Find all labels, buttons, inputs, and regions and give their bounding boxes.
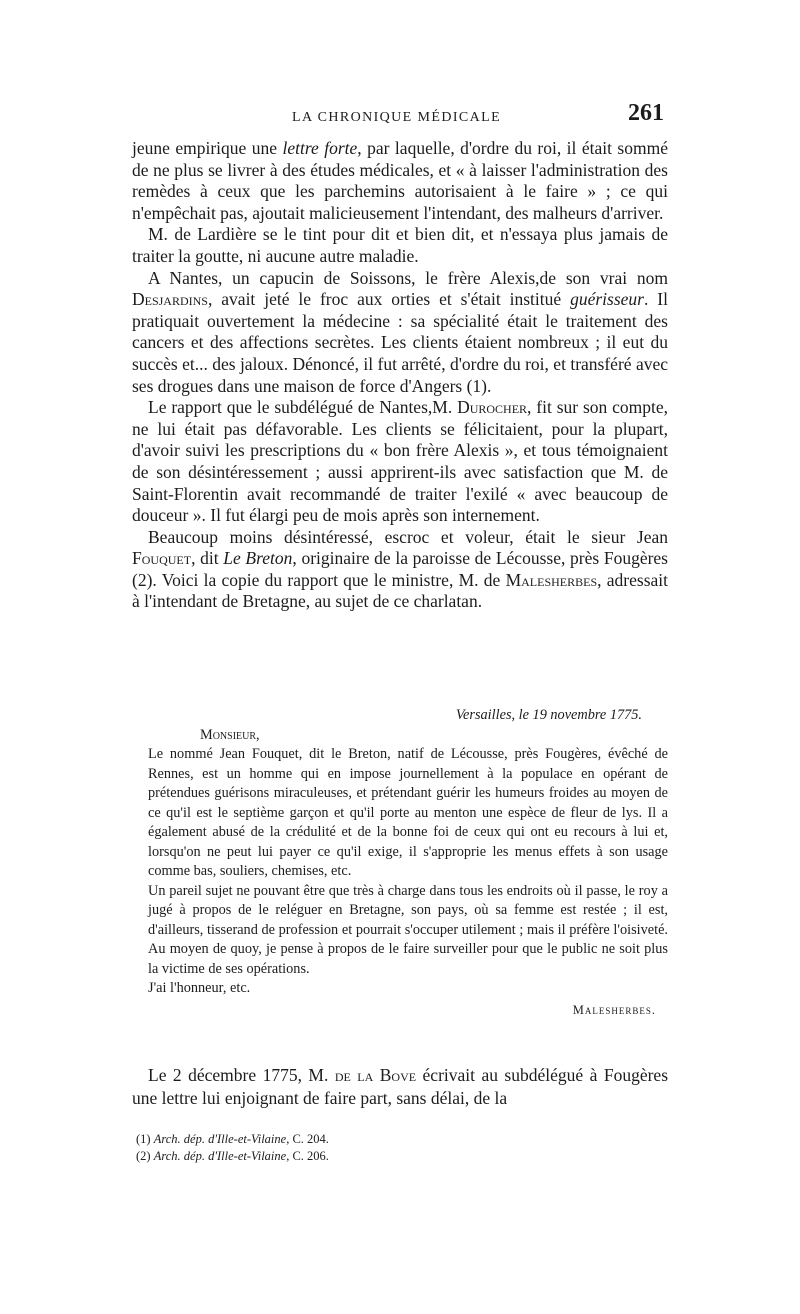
paragraph bbox=[132, 397, 668, 527]
footnote-number: (2) bbox=[136, 1149, 154, 1163]
text-run: Le rapport que le subdélégué de Nantes,M. bbox=[148, 397, 458, 418]
emphasis: lettre forte bbox=[282, 138, 358, 158]
footnote-reference: Arch. dép. d'Ille-et-Vilaine bbox=[153, 1132, 287, 1146]
footnote bbox=[136, 1148, 656, 1165]
text-run: A Nantes, un capucin de Soissons, le frère Alexis,de son vrai nom bbox=[148, 267, 668, 288]
paragraph bbox=[132, 268, 668, 398]
name-small-caps: de la Bove bbox=[334, 1065, 417, 1085]
page-number: 261 bbox=[628, 100, 664, 126]
letter-paragraph: Le nommé Jean Fouquet, dit le Breton, natif de Lécousse, près Fougères, évêché de Rennes, est un homme qui en impose journellement à la populace en opérant de prétendues guérisons miraculeuses, et prétendant guérir les humeurs froides au moyen de ce qu'il est le septième garçon et qu'il porte au menton une espèce de fleur de lys. Il a également abusé de la crédulité et de la bonne foi de ceux qui ont eu recours à lui et, lorsqu'on ne peut lui payer ce qu'il exige, il s'approprie les menus effets à son usage comme bas, souliers, chemises, etc. bbox=[148, 746, 668, 879]
paragraph bbox=[132, 138, 668, 224]
quoted-letter bbox=[148, 706, 668, 1020]
footnote-number: (1) bbox=[136, 1132, 154, 1146]
text-run: . Il pratiquait ouvertement la médecine : sa spécialité était le traitement des cancers et des affections secrètes. Les clients étaient nombreux ; il eut du succès et... des jaloux. Dénoncé, il fut arrêté, d'ordre du roi, et transféré avec ses drogues dans une maison de force d'Angers (1). bbox=[132, 289, 668, 396]
footnote-text: , C. 206. bbox=[286, 1149, 329, 1163]
letter-signoff: J'ai l'honneur, etc. bbox=[148, 980, 251, 996]
emphasis: guérisseur bbox=[570, 289, 644, 310]
main-text bbox=[132, 138, 668, 613]
letter-salutation: Monsieur, bbox=[200, 726, 260, 743]
paragraph bbox=[132, 527, 668, 613]
footnote-text: , C. 204. bbox=[286, 1132, 329, 1146]
text-run: Le 2 décembre 1775, M. bbox=[148, 1065, 335, 1085]
name-small-caps: Durocher bbox=[457, 397, 528, 418]
footnotes bbox=[136, 1131, 656, 1165]
running-head: LA CHRONIQUE MÉDICALE bbox=[292, 110, 502, 125]
page-header bbox=[0, 100, 800, 136]
text-run: jeune empirique une bbox=[132, 138, 283, 158]
text-run: , par laquelle, d'ordre du roi, il était sommé de ne plus se livrer à des études médicales, et « à laisser l'administration des remèdes à ceux que les parchemins autorisaient à le faire » ; ce qui n'empêchait pas, ajoutait malicieusement l'intendant, des malheurs d'arriver. bbox=[132, 138, 668, 223]
letter-date: Versailles, le 19 novembre 1775. bbox=[455, 707, 642, 723]
letter-paragraph: Un pareil sujet ne pouvant être que très à charge dans tous les endroits où il passe, le roy a jugé à propos de le reléguer en Bretagne, son pays, où sa femme est restée ; il est, d'ailleurs, tisserand de profession et pourrait s'occuper utilement ; mais il préfère l'oisiveté. Au moyen de quoy, je pense à propos de le faire surveiller pour que le public ne soit plus la victime de ses opérations. bbox=[148, 882, 668, 977]
closing-paragraph bbox=[132, 1064, 668, 1109]
text-run: , originaire de la paroisse de Lécousse, près Fougères (2). Voici la copie du rapport que le ministre, M. de bbox=[132, 548, 668, 590]
footnote-reference: Arch. dép. d'Ille-et-Vilaine bbox=[153, 1149, 287, 1163]
letter-signature: Malesherbes. bbox=[572, 1002, 656, 1017]
text-run: , dit bbox=[191, 548, 224, 569]
name-small-caps: Desjardins bbox=[132, 289, 208, 310]
text-run: écrivait au subdélégué à Fougères une lettre lui enjoignant de faire part, sans délai, de la bbox=[132, 1065, 668, 1108]
name-small-caps: Fouquet bbox=[132, 548, 192, 569]
paragraph bbox=[132, 1064, 668, 1109]
text-run: Beaucoup moins désintéressé, escroc et voleur, était le sieur Jean bbox=[148, 526, 668, 547]
text-run: , fit sur son compte, ne lui était pas défavorable. Les clients se félicitaient, pour la plupart, d'avoir suivi les prescriptions du « bon frère Alexis », et tous témoignaient de son désintéressement ; aussi apprirent-ils avec satisfaction que M. de Saint-Florentin avait recommandé de traiter l'exilé « avec beaucoup de douceur ». Il fut élargi peu de mois après son internement. bbox=[132, 397, 668, 526]
text-run: , adressait à l'intendant de Bretagne, au sujet de ce charlatan. bbox=[132, 569, 668, 612]
name-small-caps: Malesherbes bbox=[505, 569, 598, 590]
text-run: , avait jeté le froc aux orties et s'était institué bbox=[207, 289, 571, 310]
footnote bbox=[136, 1131, 656, 1148]
emphasis: Le Breton bbox=[223, 548, 293, 569]
paragraph: M. de Lardière se le tint pour dit et bien dit, et n'essaya plus jamais de traiter la goutte, ni aucune autre maladie. bbox=[132, 224, 668, 266]
